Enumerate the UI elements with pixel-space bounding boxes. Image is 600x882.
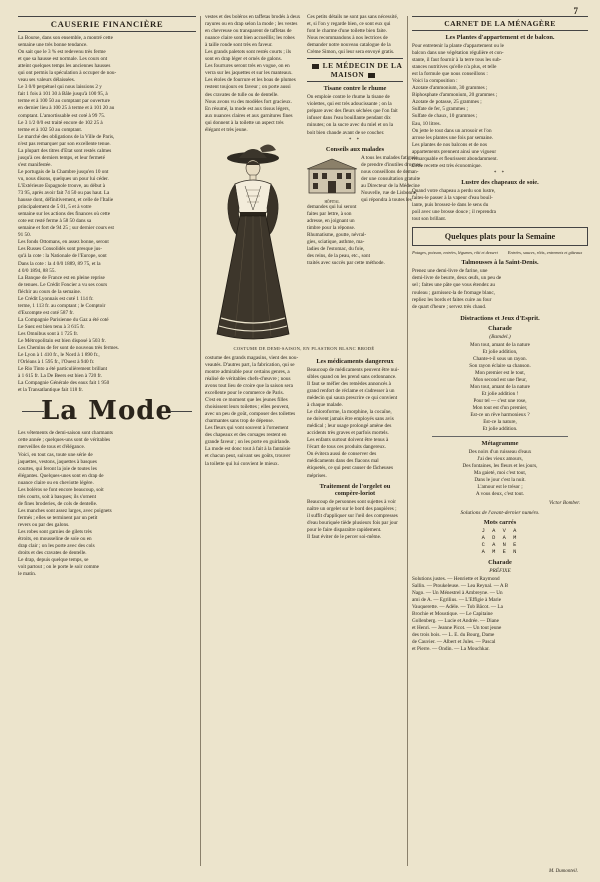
text-line: restent toujours en faveur ; on porte aussi [205,84,291,91]
text-line: et chacun peut, suivant ses goûts, trouver [205,453,291,460]
verse-line: Mon tout, amant de la nature [470,341,530,348]
text-line: Beaucoup de personnes sont sujettes à voir [307,498,397,505]
verse-line: L'amour est le trésor ; [477,483,523,490]
verse-line: Son rayon éclaire sa chanson. [469,362,531,369]
grid-row: J A V A [481,527,519,534]
text-line: repliez les bords et faites cuire au four [412,296,492,303]
text-line: stances nutritives qu'elle n'a plus, et telle [412,64,497,71]
text-line: très courts, soit à basques; ils s'ornent [18,493,97,500]
text-line: Pour entretenir la plante d'appartement ou le [412,43,504,49]
text-line: Le portugais de la Chambre jusqu'en 10 ont [18,168,109,175]
carre-title: Mots carrés [483,518,517,526]
medecin-heading: LE MÉDECIN DE LA MAISON [307,58,403,82]
text-line: Nago. — Un Ménestrel à Ambreyne. — Un [412,589,503,596]
text-line: rayures ou en drap selon la mode ; les vestes [205,21,298,28]
text-line: stante, il faut fournir à la terre tous les sub- [412,57,502,64]
text-line: Nous avons vu des modèles fort gracieux. [205,98,292,105]
verse-line: Mon second est une fleur, [473,376,527,383]
text-line: grande faveur ; on les porte en guirlande. [205,439,291,446]
footer-signature: M. Dumonteil. [548,869,578,874]
dress-figure-icon [205,138,301,344]
plats-heading: Quelques plats pour la Semaine [412,227,588,246]
text-line: qui ont permis la spéculation à occuper de nou- [18,70,117,77]
text-line: est la formule que nous conseillons : [412,71,488,78]
orgelet-title: Traitement de l'orgelet ou compère-loriot [319,482,391,497]
text-line: demandes qui lui seront [307,203,357,210]
text-line: Cette recette est très économique. [412,162,482,169]
text-line: Les Russes Consolidés sont presque jus- [18,246,103,253]
text-line: revers ou par des galons. [18,522,70,528]
text-line: ami de A. — Egrilius. — L'Effigie à Marie [412,596,502,603]
text-line: La Compagnie Générale des eaux fait 1 950 [18,380,110,387]
text-line: des chapeaux et des corsages restent en [205,432,287,439]
text-line: 73 95, après avoir fait 74 50 ou pas haut. La [18,190,110,197]
text-line: étiquetés, ce qui peut causer de fâcheuses [307,465,393,472]
book-right: Entrées, sauces, rôtis, entremets et gâteaux [507,250,583,256]
text-line: der une consultation gratuite [361,175,421,182]
text-line: violettes, qui est très adoucissante ; on la [307,101,392,108]
text-line: Prenez une demi-livre de farine, une [412,268,488,275]
text-line: ladies de l'estomac, du foie, [307,246,365,253]
charade-author: (Bamdel.) [489,333,511,340]
text-line: poil avec une brosse douce ; il reprendra [412,208,496,215]
text-line: Voici la composition : [412,78,458,85]
text-line: Les grands paletots sont restés courts ; ils [205,49,292,56]
conseils-title: Conseils aux malades [325,145,385,153]
text-line: jaquettes, vestons, jaquettes à basques [18,458,97,465]
text-line: sibles quand on les prend sans ordonnance. [307,373,397,380]
text-line: Gollenberg. — Lucie et Andrée. — Diane [412,617,499,624]
text-line: comptant. L'amortissable est coté à 99 75. [18,112,106,119]
text-line: montre admirable pour certains genres, a [205,368,290,375]
text-line: de quart d'heure ; servez très chaud. [412,303,487,310]
medicaments-title: Les médicaments dangereux [316,357,394,365]
text-line: infuser dans l'eau bouillante pendant dix [307,115,391,122]
verse-line: Des fontaines, les fleurs et les jours, [462,462,538,469]
text-line: médical ; leur usage prolongé amène des [307,423,392,430]
text-line: La mode est donc tout à fait à la fantaisie [205,446,291,453]
text-line: On jette le tout dans un arrosoir et l'on [412,127,492,134]
verse-line: Chante-t-il sous un rayon. [473,355,527,362]
column-right [412,14,588,870]
text-line: à taille ronde sont très en faveur. [205,42,273,49]
text-line: s'est manifestée. [18,161,52,168]
text-line: On emploie contre le rhume la tisane de [307,94,390,101]
mode-article-cont [205,355,301,468]
text-line: faites-le passer à la vapeur d'eau bouil- [412,194,493,201]
text-line: minutes; on la sucre avec du miel et on la [307,122,393,129]
solutions-list [412,576,588,654]
text-line: des reins, de la peau, etc., sont [307,253,371,260]
text-line: et Pierre. — Ondin. — La Mouchkar. [412,646,490,653]
text-line: médecin qui saura prescrire ce qui convient [307,394,398,401]
tisane-title: Tisane contre le rhume [323,85,387,93]
text-line: Sulfate de chaux, 10 grammes ; [412,113,478,120]
column-middle [205,14,423,870]
text-line: 91 50. [18,232,31,239]
text-line: faites par lettre, à son [307,210,352,217]
text-line: Le Rio Tinto a été particulièrement brillant [18,366,108,373]
text-line: terme et à 102 50 au comptant. [18,126,83,133]
finance-article [18,35,196,394]
separator-stars: * * [348,137,362,143]
text-line: terme et à 100 50 au comptant par ouverture [18,98,110,105]
verse-line: Des noirs d'un ruisseau d'eaux [468,448,532,455]
text-line: Quand votre chapeau a perdu son lustre, [412,187,496,194]
text-line: veau ses valeurs délaissées. [18,77,76,84]
text-line: de tenues. Le Crédit Foncier a vu ses cours [18,281,108,288]
text-line: le matin. [18,571,37,578]
text-line: de prendre d'inutiles drogues, [361,161,423,168]
middle-top [205,14,423,346]
text-line: Les fourrures seront très en vogue, on en [205,63,290,70]
text-line: Le 3 1/2 0/0 est traité encore de 102 25 à [18,119,103,126]
text-line: sel ; faites une pâte que vous étendez au [412,282,495,289]
charade-verses [412,342,588,433]
text-line: La Banque de France est en pleine reprise [18,274,105,281]
text-line: en dernier lieu à 100 25 à terme et à 101 20 au [18,105,115,112]
metagram-title: Métagramme [481,439,519,447]
text-line: vu, nous disons, quelques un pour lui céder. [18,175,109,182]
text-line: méprises. [307,472,327,479]
divider [432,436,568,437]
solutions-heading: Solutions de l'avant-dernier numéro. [460,509,540,516]
text-line: à 1 615 fr. La De Beers est bien à 720 fr. [18,373,102,380]
verse-line: Ma gaieté, moi c'est tout, [473,469,527,476]
text-line: appartements prennent ainsi une vigueur [412,148,497,155]
text-line: Il faut se méfier des remèdes annoncés à [307,380,391,387]
text-line: Nouvelle, rue de Lisbonne, [361,189,418,196]
mode-heading: La Mode [18,396,196,426]
text-line: il suffit d'appliquer sur l'œil des compresses [307,512,398,519]
text-line: Le Crédit Lyonnais est coté 1 114 fr. [18,295,94,302]
text-line: pour le faire disparaître rapidement. [307,526,382,533]
text-line: des trois bois. — L. E. du Bourg, Dame [412,632,495,639]
text-line: merveilles de tous et d'élégance. [18,444,86,451]
column-left [18,14,196,870]
text-line: médicaments dans des flacons mal [307,458,379,465]
text-line: des cravates de tulle ou de dentelle. [205,91,279,98]
text-line: qui répondra à toutes les [361,196,412,203]
verse-line: Et jolie addition, [482,348,518,355]
text-line: lante, puis brossez-le dans le sens du [412,201,489,208]
intro-right [307,14,423,346]
text-line: Les Omnibus sont à 1 725 fr. [18,330,79,337]
text-line: semaine et fort de 94 25 ; sur dernier cours est [18,225,114,232]
text-line: n'est pas remarquer par son excellente tenue. [18,140,111,147]
column-rule-1 [200,16,201,866]
text-line: d'eau bouriquée tiède plusieurs fois par jour [307,519,398,526]
text-line: Solutions justes. — Henriette et Raymond [412,575,500,582]
text-line: fléchir au cours de la semaine. [18,288,82,295]
text-line: Les boléros se font encore beaucoup, soit [18,486,104,493]
text-line: Vauquerette. — Adèle. — Tob Bâcot. — La [412,603,503,610]
text-line: Les étoles de fourrure et les boas de plumes [205,77,296,84]
grid-row: A D A M [481,534,519,541]
text-line: On évitera aussi de conserver des [307,451,377,458]
text-line: l'Orléans à 1 595 fr., l'Ouest à 940 fr. [18,359,95,366]
text-line: en chevreuse ou transparent de taffetas de [205,28,292,35]
text-line: Les fonds Ottomans, en assez bonne, seront [18,239,109,246]
text-line: Eau, 10 litres. [412,120,441,127]
text-line: Brochie et Moustique. — Le Capitaine [412,610,493,617]
text-line: et Henri. — Jeanne Picot. — Un tout jeune [412,624,502,631]
text-line: Biphosphate d'ammonium, 20 grammes ; [412,92,498,99]
signature: Victor Bomber. [548,499,580,506]
grid-row: A M E N [481,548,519,555]
text-line: et, si l'on y regarde bien, ce sont eux qui [307,21,391,28]
text-line: la toilette qui lui convient le mieux. [205,460,279,467]
verse-line: J'ai des vieux amours, [477,455,523,462]
text-line: boit bien chaude avant de se coucher. [307,129,385,136]
text-line: tout son brillant. [412,216,447,223]
metagram-verses [412,449,588,498]
verse-line: Pour tel — c'est une rose, [473,397,527,404]
text-line: atteint quelques temps les anciennes hausses [18,63,111,70]
menagere-heading: CARNET DE LA MÉNAGÈRE [412,16,588,31]
column-rule-2 [407,16,408,866]
text-line: de fines broderies, de cols de dentelle. [18,500,98,507]
text-line: avec un peu de goût, composer des toilettes [205,411,296,418]
verse-line: A vous deux, c'est tout. [475,490,525,497]
text-line: Le Lyon à 1 410 fr., le Nord à 1 890 fr., [18,352,100,359]
text-line: accidents très graves et parfois mortels. [307,430,389,437]
text-line: La Compagnie Parisienne du Gaz a été coté [18,316,109,323]
text-line: et que sa hausse est normale. Les cours ont [18,56,108,63]
text-line: rouleau ; garnissez-la de fromage blanc, [412,289,495,296]
text-line: Nous recommandons à nos lectrices de [307,35,388,42]
text-line: l'écart de tous ces produits dangereux. [307,444,387,451]
page-number: 7 [573,6,578,16]
text-line: demander notre nouveau catalogue de la [307,42,391,49]
text-line: Crème Simon, qui leur sera envoyé gratis. [307,49,395,56]
text-line: semaine sur les actions des finances où cette [18,211,111,218]
finance-heading: CAUSERIE FINANCIÈRE [18,16,196,32]
building-icon [307,157,357,195]
text-line: charmantes sans trop de dépense. [205,418,274,425]
verse-line: Est-ce la nature, [483,418,517,425]
text-line: Il faut éviter de le percer soi-même. [307,533,382,540]
grid-row: C A N E [481,541,519,548]
text-line: Les Chemins de fer sont de nouveau très fermes. [18,345,119,352]
text-line: Sallin. — Ptoukeleuse. — Lea Reynal. — A B [412,582,509,589]
ornament-icon [312,64,319,69]
verse-line: Mon tout est d'un premier, [472,404,528,411]
text-line: verra sur les jaquettes et sur les manteaux. [205,70,293,77]
text-line: arrose les plantes une fois par semaine. [412,134,494,141]
text-line: Ces petits détails ne sont pas sans nécessité, [307,14,399,20]
text-line: costume des grands magasins, vient des nou- [205,354,299,361]
text-line: Le drap, depuis quelque temps, se [18,557,89,564]
text-line: à chaque malade. [307,402,343,409]
text-line: font le charme d'une toilette bien faite. [307,28,388,35]
text-line: d'Escompte est coté 587 fr. [18,309,74,316]
text-line: A tous les malades fatigués [361,154,418,161]
verse-line: Est-ce un rêve harmonieux ? [470,411,530,418]
text-line: demi-livre de beurre, deux œufs, un peu de [412,275,502,282]
verse-line: Et jolie addition. [482,425,518,432]
text-line: cote est resté ferme à 58 50 dans sa [18,218,92,225]
text-line: Le marché des obligations de la Ville de Paris, [18,133,115,140]
text-line: aux nuances claires et aux garnitures fines [205,112,293,119]
verse-line: Et jolie addition ! [481,390,519,397]
talmousses-title: Talmousses à la Saint-Denis. [461,259,539,267]
text-line: élégantes. Quelques-unes sont en drap de [18,472,104,479]
text-line: Azotate de potasse, 25 grammes ; [412,99,482,106]
text-line: traités avec succès par cette méthode. [307,260,385,267]
book-columns [412,250,588,255]
text-line: gies, sciatique, asthme, ma- [307,239,365,246]
text-line: Les fleurs qui vont souvent à l'ornement [205,425,289,432]
text-line: Azotate d'ammonium, 30 grammes ; [412,85,488,92]
text-line: nous conseillons de deman- [361,168,419,175]
figure-caption: COSTUME DE DEMI-SAISON, EN PLASTRON BLANC BRODÉ [233,345,375,351]
carre-grid [412,528,588,556]
text-line: La plupart des titres d'Etat sont restés calmes [18,147,112,154]
hospital-caption: HÔPITAL [324,199,340,204]
text-line: nuance claire sont bien accueillis; les robes [205,35,295,42]
mode-continued [205,14,301,346]
text-line: Le Suez est bien tenu à 3 615 fr. [18,323,85,330]
distractions-heading: Distractions et Jeux d'Esprit. [460,314,540,322]
text-line: 4 0/0 1894, 88 55. [18,267,56,274]
text-line: On sait que le 3 % est redevenu très ferme [18,49,106,56]
text-line: La Bourse, dans son ensemble, a montré cette [18,35,113,41]
text-line: Les manches sont assez larges, avec poignets [18,507,112,514]
text-line: veautés. D'autres part, la fabrication, qui se [205,361,295,368]
text-line: Beaucoup de médicaments peuvent être nui- [307,366,400,373]
text-line: Dans la cote : la 4 0/0 1889, 89 75, et la [18,260,101,267]
text-line: choisissent leurs toilettes ; elles peuvent, [205,404,290,411]
text-line: prépare avec des fleurs séchées que l'on fait [307,108,398,115]
text-line: sont en drap léger et ornés de galons. [205,56,282,63]
text-line: élégant et très jeune. [205,126,248,133]
verse-line: Mon tout, amant de la nature [470,383,530,390]
text-line: Le chloroforme, la morphine, la cocaïne, [307,409,392,416]
text-line: étroits, en mousseline de soie ou en [18,536,92,543]
ornament-icon [368,73,375,78]
plants-title: Les Plantes d'appartement et de balcon. [445,34,555,41]
text-line: remarquable et fleurissent abondamment. [412,155,498,162]
text-line: semaine une très bonne tendance. [18,42,88,49]
text-line: réalisé de véritables chefs-d'œuvre ; nous [205,375,291,382]
verse-line: Mon premier est le tout, [475,369,525,376]
text-line: Les plantes de nos balcons et de nos [412,141,488,148]
text-line: excellente pour le commerce de Paris. [205,390,284,397]
text-line: Les vêtements de demi-saison sont charmants [18,430,113,437]
prefixe-sub: PRÉFIXE [489,567,511,574]
text-line: timbre pour la réponse. [307,225,356,232]
separator-stars: * * [493,170,507,176]
text-line: voit partout ; on le porte le soir comme [18,564,99,571]
middle-bottom [205,355,403,541]
text-line: C'est en ce moment que les jeunes filles [205,397,288,404]
text-line: qui donnent à la toilette un aspect très [205,119,284,126]
text-line: Rhumatisme, goutte, névral- [307,232,367,239]
text-line: jusqu'à ces derniers temps, et leur fermeté [18,154,105,161]
fashion-illustration [205,138,301,344]
text-line: L'Extérieure Espagnole trouve, au début à [18,182,106,189]
text-line: Voici, en tout cas, toute une série de [18,451,93,458]
text-line: avons tout lieu de croire que la saison sera [205,382,293,389]
charade-title: Charade [488,324,512,332]
text-line: En résumé, la mode est aux tissus légers, [205,105,290,112]
text-line: fermés ; elles se terminent par un petit [18,514,98,521]
text-line: naître un orgelet sur le bord des paupières ; [307,505,397,512]
text-line: Les robes sont garnies de gilets très [18,529,92,536]
text-line: vestes et des boléros en taffetas brodés à deux [205,14,301,20]
text-line: adresse, en joignant un [307,217,355,224]
book-left: Potages, poisson, entrées, légumes, rôti et dessert [412,250,498,256]
text-line: nuance claire ou en cheviotte légère. [18,479,94,486]
lustre-title: Lustre des chapeaux de soie. [461,178,539,186]
text-line: qu'à la cote : la Nationale de l'Europe, sont [18,253,107,260]
text-line: terme, 1 113 fr. au comptant ; le Comptoir [18,302,106,309]
text-line: principalement de 5 01, 5 et à votre [18,204,92,211]
text-line: Sulfate de fer, 5 grammes ; [412,106,468,113]
text-line: droits et des cravates de dentelle. [18,550,87,557]
hospital-illustration [307,157,357,204]
text-line: et la Transatlantique fait 118 fr. [18,387,83,394]
prefixe-title: Charade [488,558,512,566]
text-line: balcon dans une végétation régulière et con- [412,50,504,57]
text-line: hausse dont, définitivement, et celle de l'Italie [18,197,114,204]
text-line: au Directeur de la Médecine [361,182,420,189]
text-line: Les enfants surtout doivent être tenus à [307,437,389,444]
verse-line: Dans le jour c'est la nuit. [474,476,526,483]
text-line: de Cauvier. — Albert et Jules. — Pascal [412,639,496,646]
text-line: ne doivent jamais être employés sans avis [307,416,394,423]
mode-article [18,430,196,578]
text-line: fait 1 fois à 101 30 à Bâle jusqu'à 100 95, à [18,91,108,98]
text-line: courtes, qui feront la joie de toutes les [18,465,97,472]
text-line: drap clair ; on les porte avec des cols [18,543,95,550]
text-line: Le 3 0/0 perpétuel qui nous laissions 2 y [18,84,102,91]
text-line: Le Métropolitain est bien disposé à 503 fr. [18,338,106,345]
text-line: cette année ; quelques-uns sont de véritables [18,437,111,444]
text-line: grand renfort de réclame et s'adresser à un [307,387,395,394]
